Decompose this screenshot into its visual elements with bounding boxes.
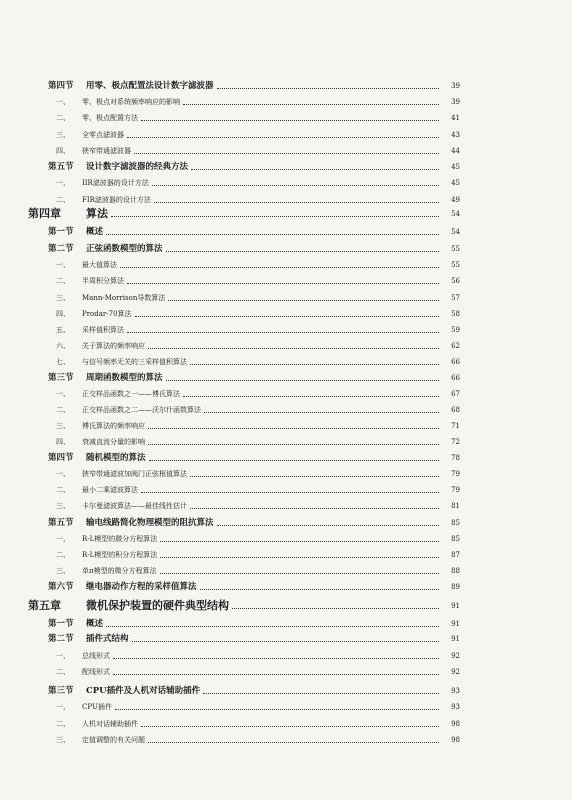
page-number: 91 bbox=[451, 635, 460, 643]
section-number: 第二节 bbox=[48, 634, 74, 644]
toc-entry-text bbox=[56, 718, 138, 730]
dot-leader bbox=[141, 119, 439, 121]
dot-leader bbox=[232, 607, 439, 609]
dot-leader bbox=[148, 427, 439, 429]
dot-leader bbox=[168, 299, 439, 301]
item-number: 一、 bbox=[56, 470, 70, 478]
toc-entry-text bbox=[56, 308, 132, 320]
toc-entry-text bbox=[56, 500, 187, 512]
dot-leader bbox=[106, 625, 439, 627]
dot-leader bbox=[203, 692, 439, 694]
item-number: 五、 bbox=[56, 326, 70, 334]
toc-entry bbox=[0, 338, 572, 352]
toc-entry-text bbox=[56, 177, 149, 189]
item-title: 零、极点对系统频率响应的影响 bbox=[82, 98, 180, 106]
dot-leader bbox=[132, 640, 439, 642]
item-title: 定值调整的有关问题 bbox=[82, 736, 145, 744]
page-number: 91 bbox=[451, 602, 460, 610]
toc-entry bbox=[0, 402, 572, 416]
item-title: 傅氏算法的频率响应 bbox=[82, 422, 145, 430]
page-number: 72 bbox=[451, 438, 460, 446]
toc-entry bbox=[0, 127, 572, 141]
item-title: CPU插件 bbox=[82, 703, 112, 711]
dot-leader bbox=[152, 184, 439, 186]
toc-entry-text bbox=[56, 549, 157, 561]
toc-entry-text bbox=[48, 452, 146, 464]
toc-entry bbox=[0, 531, 572, 545]
item-number: 二、 bbox=[56, 668, 70, 676]
toc-entry-text bbox=[48, 243, 163, 255]
page-number: 55 bbox=[451, 245, 460, 253]
item-title: 关于算法的频率响应 bbox=[82, 342, 145, 350]
page-number: 43 bbox=[451, 131, 460, 139]
toc-entry-text bbox=[48, 226, 103, 238]
item-title: R-L模型的微分方程算法 bbox=[82, 535, 158, 543]
section-number: 第四节 bbox=[48, 453, 74, 463]
dot-leader bbox=[148, 741, 439, 743]
toc-entry bbox=[0, 664, 572, 678]
item-number: 三、 bbox=[56, 422, 70, 430]
dot-leader bbox=[166, 250, 439, 252]
page-number: 89 bbox=[451, 583, 460, 591]
page-number: 39 bbox=[451, 98, 460, 106]
toc-entry-text bbox=[56, 666, 110, 678]
item-number: 二、 bbox=[56, 720, 70, 728]
section-title: 输电线路简化物理模型的阻抗算法 bbox=[86, 518, 214, 528]
toc-entry bbox=[0, 616, 572, 630]
item-title: Mann-Morrison导数算法 bbox=[82, 294, 166, 302]
page-number: 93 bbox=[451, 703, 460, 711]
item-number: 四、 bbox=[56, 310, 70, 318]
section-title: 概述 bbox=[86, 227, 104, 237]
section-title: 概述 bbox=[86, 619, 104, 629]
dot-leader bbox=[120, 266, 439, 268]
toc-entry bbox=[0, 563, 572, 577]
toc-entry-text bbox=[56, 356, 187, 368]
toc-entry-text bbox=[48, 618, 103, 630]
page-number: 66 bbox=[451, 374, 460, 382]
item-number: 四、 bbox=[56, 147, 70, 155]
item-title: R-L模型的积分方程算法 bbox=[82, 551, 158, 559]
chapter-number: 第五章 bbox=[28, 599, 61, 612]
toc-entry-text bbox=[56, 468, 187, 480]
section-title: 设计数字滤波器的经典方法 bbox=[86, 162, 189, 172]
dot-leader bbox=[141, 491, 439, 493]
toc-entry bbox=[0, 598, 572, 612]
page-number: 54 bbox=[451, 210, 460, 218]
dot-leader bbox=[135, 315, 439, 317]
page-number: 98 bbox=[451, 720, 460, 728]
section-number: 第三节 bbox=[48, 373, 74, 383]
item-title: 总线形式 bbox=[82, 652, 110, 660]
dot-leader bbox=[160, 572, 439, 574]
dot-leader bbox=[127, 331, 439, 333]
item-title: IIR滤波器的设计方法 bbox=[82, 179, 149, 187]
dot-leader bbox=[190, 475, 439, 477]
item-title: 狭窄带通滤波器 bbox=[82, 147, 131, 155]
toc-entry bbox=[0, 434, 572, 448]
item-title: Prodar-70算法 bbox=[82, 310, 132, 318]
section-title: 周期函数模型的算法 bbox=[86, 373, 163, 383]
toc-entry-text bbox=[28, 208, 108, 220]
page-number: 41 bbox=[451, 114, 460, 122]
toc-entry-text bbox=[56, 734, 145, 746]
dot-leader bbox=[149, 459, 439, 461]
item-number: 三、 bbox=[56, 131, 70, 139]
dot-leader bbox=[115, 708, 439, 710]
toc-entry-text bbox=[56, 145, 131, 157]
page-number: 68 bbox=[451, 406, 460, 414]
page-number: 93 bbox=[451, 687, 460, 695]
dot-leader bbox=[183, 103, 439, 105]
dot-leader bbox=[191, 168, 439, 170]
dot-leader bbox=[204, 411, 439, 413]
toc-entry bbox=[0, 466, 572, 480]
page-number: 78 bbox=[451, 454, 460, 462]
page-number: 54 bbox=[451, 228, 460, 236]
toc-entry-text bbox=[48, 685, 200, 697]
item-number: 一、 bbox=[56, 179, 70, 187]
chapter-title: 算法 bbox=[86, 207, 108, 220]
item-title: 零、极点配置方法 bbox=[82, 114, 138, 122]
toc-entry-text bbox=[56, 194, 151, 206]
toc-entry-text bbox=[48, 633, 129, 645]
toc-entry-text bbox=[56, 436, 145, 448]
toc-entry bbox=[0, 110, 572, 124]
item-title: 衰减直流分量的影响 bbox=[82, 438, 145, 446]
toc-entry bbox=[0, 273, 572, 287]
page-number: 58 bbox=[451, 310, 460, 318]
chapter-title: 微机保护装置的硬件典型结构 bbox=[86, 599, 229, 612]
item-title: 配线形式 bbox=[82, 668, 110, 676]
toc-entry bbox=[0, 94, 572, 108]
page-number: 45 bbox=[451, 163, 460, 171]
page-number: 45 bbox=[451, 179, 460, 187]
dot-leader bbox=[127, 282, 439, 284]
item-title: 人机对话辅助插件 bbox=[82, 720, 138, 728]
dot-leader bbox=[111, 215, 439, 217]
item-number: 二、 bbox=[56, 114, 70, 122]
dot-leader bbox=[148, 347, 439, 349]
dot-leader bbox=[160, 540, 439, 542]
item-title: 全零点滤波器 bbox=[82, 131, 124, 139]
item-number: 二、 bbox=[56, 277, 70, 285]
section-number: 第五节 bbox=[48, 518, 74, 528]
toc-entry bbox=[0, 482, 572, 496]
item-title: 最小二乘滤波算法 bbox=[82, 486, 138, 494]
section-title: 继电器动作方程的采样值算法 bbox=[86, 582, 197, 592]
toc-entry bbox=[0, 206, 572, 220]
page-number: 98 bbox=[451, 736, 460, 744]
toc-entry-text bbox=[56, 404, 201, 416]
item-title: 正交样品函数之一——傅氏算法 bbox=[82, 390, 180, 398]
section-title: 用零、极点配置法设计数字滤波器 bbox=[86, 81, 214, 91]
toc-entry-text bbox=[48, 581, 197, 593]
toc-entry bbox=[0, 257, 572, 271]
toc-entry bbox=[0, 498, 572, 512]
item-title: 采样值积算法 bbox=[82, 326, 124, 334]
dot-leader bbox=[141, 725, 439, 727]
dot-leader bbox=[200, 588, 439, 590]
page-number: 49 bbox=[451, 196, 460, 204]
item-title: 正交样品函数之二——沃尔什函数算法 bbox=[82, 406, 201, 414]
toc-entry bbox=[0, 716, 572, 730]
toc-entry bbox=[0, 290, 572, 304]
item-number: 二、 bbox=[56, 486, 70, 494]
toc-entry-text bbox=[56, 701, 112, 713]
page-number: 85 bbox=[451, 519, 460, 527]
dot-leader bbox=[190, 507, 439, 509]
item-number: 六、 bbox=[56, 342, 70, 350]
toc-entry bbox=[0, 370, 572, 384]
dot-leader bbox=[127, 136, 439, 138]
toc-entry bbox=[0, 354, 572, 368]
toc-entry bbox=[0, 648, 572, 662]
page-number: 81 bbox=[451, 502, 460, 510]
item-title: 单π模型的微分方程算法 bbox=[82, 567, 157, 575]
toc-entry bbox=[0, 418, 572, 432]
item-number: 四、 bbox=[56, 438, 70, 446]
section-number: 第一节 bbox=[48, 619, 74, 629]
toc-entry bbox=[0, 683, 572, 697]
dot-leader bbox=[166, 379, 439, 381]
section-number: 第六节 bbox=[48, 582, 74, 592]
page-number: 92 bbox=[451, 652, 460, 660]
toc-entry-text bbox=[56, 420, 145, 432]
dot-leader bbox=[113, 657, 439, 659]
dot-leader bbox=[190, 363, 439, 365]
page-number: 39 bbox=[451, 82, 460, 90]
page-number: 79 bbox=[451, 486, 460, 494]
chapter-number: 第四章 bbox=[28, 207, 61, 220]
item-title: 狭窄带通滤波加阀门正弦根值算法 bbox=[82, 470, 187, 478]
item-number: 二、 bbox=[56, 551, 70, 559]
page-number: 87 bbox=[451, 551, 460, 559]
toc-entry-text bbox=[48, 80, 214, 92]
page-number: 88 bbox=[451, 567, 460, 575]
toc-entry-text bbox=[56, 96, 180, 108]
dot-leader bbox=[148, 443, 439, 445]
toc-entry bbox=[0, 78, 572, 92]
toc-entry bbox=[0, 241, 572, 255]
page-number: 85 bbox=[451, 535, 460, 543]
toc-entry-text bbox=[56, 292, 165, 304]
section-number: 第四节 bbox=[48, 81, 74, 91]
item-title: 卡尔曼滤波算法——最佳线性估计 bbox=[82, 502, 187, 510]
page-number: 91 bbox=[451, 620, 460, 628]
page-number: 92 bbox=[451, 668, 460, 676]
section-number: 第二节 bbox=[48, 244, 74, 254]
toc-entry bbox=[0, 450, 572, 464]
dot-leader bbox=[134, 152, 439, 154]
section-title: 插件式结构 bbox=[86, 634, 129, 644]
page-number: 66 bbox=[451, 358, 460, 366]
toc-entry bbox=[0, 224, 572, 238]
toc-entry-text bbox=[56, 650, 110, 662]
dot-leader bbox=[183, 395, 439, 397]
page-number: 62 bbox=[451, 342, 460, 350]
dot-leader bbox=[154, 201, 439, 203]
toc-entry bbox=[0, 547, 572, 561]
page-number: 55 bbox=[451, 261, 460, 269]
toc-entry-text bbox=[48, 372, 163, 384]
page-number: 56 bbox=[451, 277, 460, 285]
item-number: 一、 bbox=[56, 390, 70, 398]
toc-entry bbox=[0, 699, 572, 713]
toc-entry-text bbox=[48, 161, 188, 173]
item-number: 七、 bbox=[56, 358, 70, 366]
toc-entry bbox=[0, 143, 572, 157]
toc-entry bbox=[0, 579, 572, 593]
section-number: 第三节 bbox=[48, 686, 74, 696]
item-number: 一、 bbox=[56, 98, 70, 106]
toc-entry bbox=[0, 159, 572, 173]
item-number: 三、 bbox=[56, 294, 70, 302]
dot-leader bbox=[106, 233, 439, 235]
toc-entry-text bbox=[28, 600, 229, 612]
toc-entry-text bbox=[56, 275, 124, 287]
toc-entry bbox=[0, 306, 572, 320]
toc-entry bbox=[0, 175, 572, 189]
page-number: 57 bbox=[451, 294, 460, 302]
item-number: 三、 bbox=[56, 736, 70, 744]
page-number: 59 bbox=[451, 326, 460, 334]
toc-entry bbox=[0, 631, 572, 645]
section-title: CPU插件及人机对话辅助插件 bbox=[86, 686, 201, 696]
item-number: 二、 bbox=[56, 196, 70, 204]
page-number: 79 bbox=[451, 470, 460, 478]
dot-leader bbox=[217, 524, 439, 526]
page-number: 71 bbox=[451, 422, 460, 430]
toc-entry bbox=[0, 515, 572, 529]
item-title: 与信号频率无关的三采样值积算法 bbox=[82, 358, 187, 366]
item-number: 一、 bbox=[56, 261, 70, 269]
item-number: 一、 bbox=[56, 535, 70, 543]
item-title: 半周积分算法 bbox=[82, 277, 124, 285]
toc-entry-text bbox=[56, 112, 138, 124]
dot-leader bbox=[160, 556, 439, 558]
page-number: 67 bbox=[451, 390, 460, 398]
item-title: FIR滤波器的设计方法 bbox=[82, 196, 151, 204]
section-title: 随机模型的算法 bbox=[86, 453, 146, 463]
toc-entry-text bbox=[56, 565, 157, 577]
toc-entry bbox=[0, 322, 572, 336]
toc-entry-text bbox=[56, 388, 180, 400]
item-title: 最大值算法 bbox=[82, 261, 117, 269]
toc-entry bbox=[0, 732, 572, 746]
toc-entry-text bbox=[56, 129, 124, 141]
section-number: 第一节 bbox=[48, 227, 74, 237]
dot-leader bbox=[113, 673, 439, 675]
toc-entry-text bbox=[56, 340, 145, 352]
item-number: 三、 bbox=[56, 567, 70, 575]
section-title: 正弦函数模型的算法 bbox=[86, 244, 163, 254]
item-number: 三、 bbox=[56, 502, 70, 510]
toc-entry bbox=[0, 386, 572, 400]
item-number: 二、 bbox=[56, 406, 70, 414]
item-number: 一、 bbox=[56, 652, 70, 660]
toc-entry-text bbox=[48, 517, 214, 529]
toc-entry-text bbox=[56, 533, 157, 545]
toc-entry-text bbox=[56, 324, 124, 336]
page-number: 44 bbox=[451, 147, 460, 155]
toc-entry-text bbox=[56, 484, 138, 496]
dot-leader bbox=[217, 87, 439, 89]
toc-entry-text bbox=[56, 259, 117, 271]
section-number: 第五节 bbox=[48, 162, 74, 172]
item-number: 一、 bbox=[56, 703, 70, 711]
toc-entry bbox=[0, 192, 572, 206]
